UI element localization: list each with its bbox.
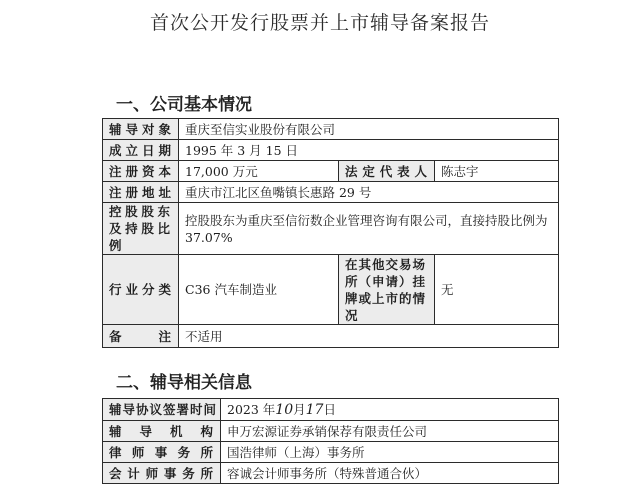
agency-label: 辅导机构 bbox=[103, 421, 221, 442]
remarks-value: 不适用 bbox=[179, 325, 559, 348]
table-row bbox=[103, 255, 559, 325]
holder-value: 控股股东为重庆至信衍数企业管理咨询有限公司，直接持股比例为 37.07% bbox=[179, 203, 559, 255]
table-row bbox=[103, 182, 559, 203]
agreement-date-label: 辅导协议签署时间 bbox=[103, 399, 221, 421]
agreement-date-value bbox=[221, 399, 559, 421]
handwritten-day: 17 bbox=[305, 401, 324, 418]
legal-rep-label: 法定代表人 bbox=[339, 161, 435, 182]
table-row bbox=[103, 140, 559, 161]
table-row bbox=[103, 463, 559, 484]
agreement-day-suffix: 日 bbox=[323, 401, 336, 417]
tutoring-info-table bbox=[102, 398, 559, 484]
agreement-date-prefix: 2023 年 bbox=[227, 401, 276, 417]
table-row bbox=[103, 421, 559, 442]
table-row bbox=[103, 203, 559, 255]
founded-label: 成立日期 bbox=[103, 140, 179, 161]
section-heading-tutoring-info: 二、辅导相关信息 bbox=[116, 373, 252, 393]
accounting-value: 容诚会计师事务所（特殊普通合伙） bbox=[221, 463, 559, 484]
table-row bbox=[103, 399, 559, 421]
table-row bbox=[103, 442, 559, 463]
industry-label: 行业分类 bbox=[103, 255, 179, 325]
address-label: 注册地址 bbox=[103, 182, 179, 203]
table-row bbox=[103, 119, 559, 140]
law-firm-label: 律师事务所 bbox=[103, 442, 221, 463]
table-row bbox=[103, 161, 559, 182]
capital-label: 注册资本 bbox=[103, 161, 179, 182]
agency-value: 申万宏源证券承销保荐有限责任公司 bbox=[221, 421, 559, 442]
other-listing-value: 无 bbox=[435, 255, 559, 325]
section-heading-basic-info: 一、公司基本情况 bbox=[116, 95, 252, 115]
page-title: 首次公开发行股票并上市辅导备案报告 bbox=[149, 12, 490, 34]
table-row bbox=[103, 325, 559, 348]
target-label: 辅导对象 bbox=[103, 119, 179, 140]
accounting-label: 会计师事务所 bbox=[103, 463, 221, 484]
address-value: 重庆市江北区鱼嘴镇长惠路 29 号 bbox=[179, 182, 559, 203]
handwritten-month: 10 bbox=[275, 401, 294, 418]
legal-rep-value: 陈志宇 bbox=[435, 161, 559, 182]
capital-value: 17,000 万元 bbox=[179, 161, 339, 182]
remarks-label: 备注 bbox=[103, 325, 179, 348]
agreement-month-suffix: 月 bbox=[293, 401, 306, 417]
founded-value: 1995 年 3 月 15 日 bbox=[179, 140, 559, 161]
other-listing-label: 在其他交易场所（申请）挂牌或上市的情况 bbox=[339, 255, 435, 325]
basic-info-table bbox=[102, 118, 559, 348]
law-firm-value: 国浩律师（上海）事务所 bbox=[221, 442, 559, 463]
target-value: 重庆至信实业股份有限公司 bbox=[179, 119, 559, 140]
industry-value: C36 汽车制造业 bbox=[179, 255, 339, 325]
holder-label: 控股股东及持股比例 bbox=[103, 203, 179, 255]
